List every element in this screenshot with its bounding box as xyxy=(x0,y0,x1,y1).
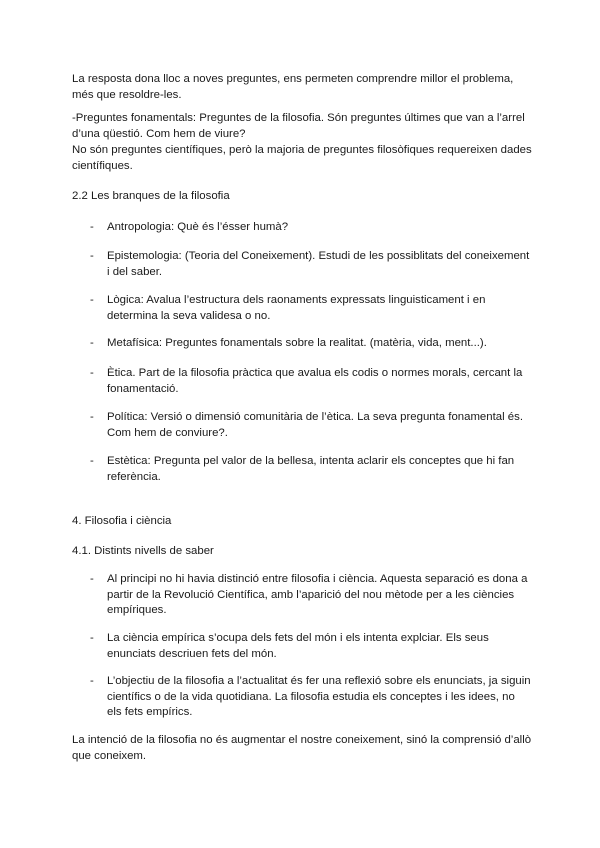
heading-branches: 2.2 Les branques de la filosofia xyxy=(72,190,230,202)
bullet-dash: - xyxy=(90,221,94,233)
list-item-text: Política: Versió o dimensió comunitària de l’ètica. La seva pregunta fonamental és. Com hem de conviure?. xyxy=(107,411,523,439)
bullet-dash: - xyxy=(90,675,94,687)
fundamental-questions-paragraph: -Preguntes fonamentals: Preguntes de la filosofia. Són preguntes últimes que van a l’arrel d’una qüestió. Com hem de viure? xyxy=(72,112,525,140)
bullet-dash: - xyxy=(90,573,94,585)
bullet-dash: - xyxy=(90,367,94,379)
bullet-dash: - xyxy=(90,250,94,262)
bullet-dash: - xyxy=(90,632,94,644)
list-item-text: Antropologia: Què és l’ésser humà? xyxy=(107,221,289,233)
heading-philosophy-science: 4. Filosofia i ciència xyxy=(72,515,172,527)
list-item-text: Ètica. Part de la filosofia pràctica que avalua els codis o normes morals, cercant la fonamentació. xyxy=(107,367,523,395)
list-item-text: Al principi no hi havia distinció entre filosofia i ciència. Aquesta separació es dona a partir de la Revolució Científica, amb l’aparició del nou mètode per a les ciències empíriques. xyxy=(107,573,528,617)
list-item-text: Metafísica: Preguntes fonamentals sobre la realitat. (matèria, vida, ment...). xyxy=(107,337,487,349)
list-item-text: Lògica: Avalua l’estructura dels raonaments expressats linguisticament i en determina la seva validesa o no. xyxy=(107,294,486,322)
bullet-dash: - xyxy=(90,455,94,467)
heading-levels-of-knowledge: 4.1. Distints nivells de saber xyxy=(72,545,214,557)
list-item-text: Epistemologia: (Teoria del Coneixement). Estudi de les possiblitats del coneixement i del saber. xyxy=(107,250,530,278)
bullet-dash: - xyxy=(90,294,94,306)
list-item-text: Estètica: Pregunta pel valor de la bellesa, intenta aclarir els conceptes que hi fan referència. xyxy=(107,455,515,483)
bullet-dash: - xyxy=(90,337,94,349)
bullet-dash: - xyxy=(90,411,94,423)
scientific-questions-paragraph: No són preguntes científiques, però la majoria de preguntes filosòfiques requereixen dades científiques. xyxy=(72,144,532,172)
list-item-text: La ciència empírica s’ocupa dels fets del món i els intenta explciar. Els seus enunciats descriuen fets del món. xyxy=(107,632,489,660)
list-item-text: L’objectiu de la filosofia a l’actualitat és fer una reflexió sobre els enunciats, ja siguin científics o de la vida quotidiana. La filosofia estudia els conceptes i les idees, no els fets empírics. xyxy=(107,675,531,719)
intro-paragraph: La resposta dona lloc a noves preguntes, ens permeten comprendre millor el problema, més que resoldre-les. xyxy=(72,73,514,101)
conclusion-paragraph: La intenció de la filosofia no és augmentar el nostre coneixement, sinó la comprensió d’allò que coneixem. xyxy=(72,734,532,762)
